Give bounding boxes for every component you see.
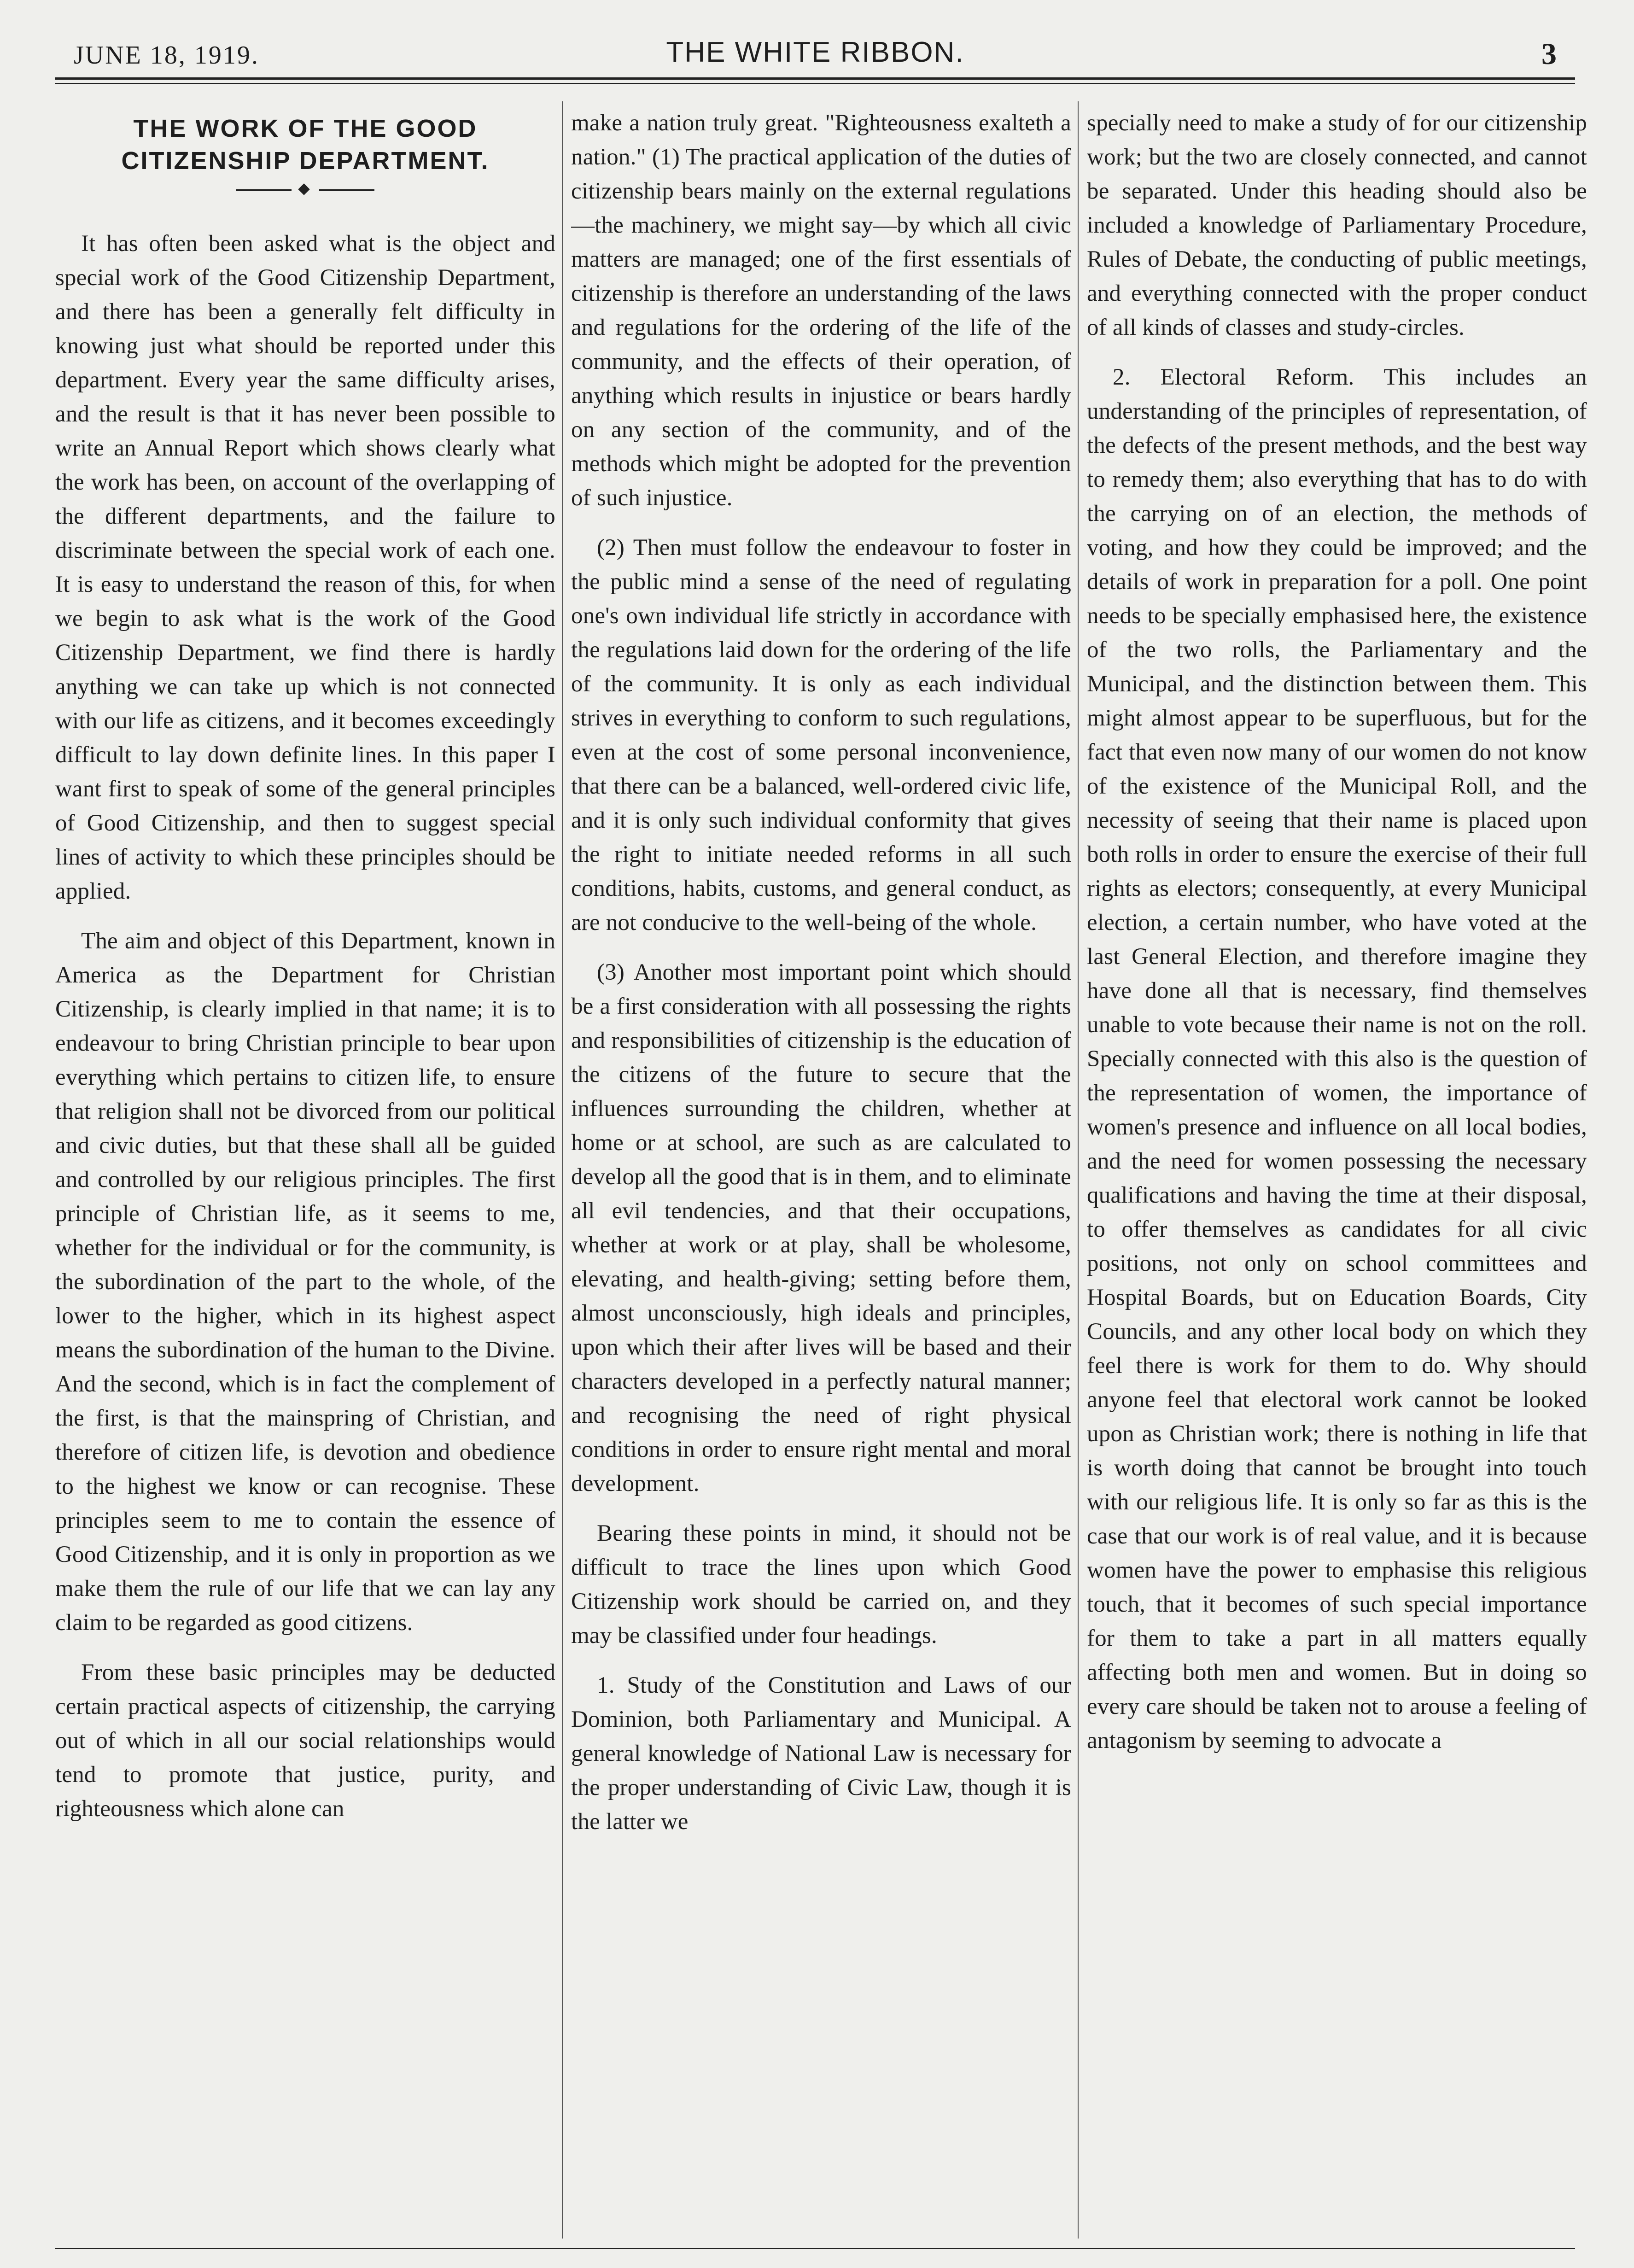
paragraph: 2. Electoral Reform. This includes an understanding of the principles of representation, of the defects of the present methods, and the best way to remedy them; also everything that has to do with the carrying on of an election, the methods of voting, and how they could be improved; and the details of work in preparation for a poll. One point needs to be specially emphasised here, the existence of the two rolls, the Parliamentary and the Municipal, and the distinction between them. This might almost appear to be superfluous, but for the fact that even now many of our women do not know of the existence of the Municipal Roll, and the necessity of seeing that their name is placed upon both rolls in order to ensure the exercise of their full rights as electors; consequently, at every Municipal election, a certain number, who have voted at the last General Election, and therefore imagine they have done all that is necessary, find themselves unable to vote because their name is not on the roll. Specially connected with this also is the question of the representation of women, the importance of women's presence and influence on all local bodies, and the need for women possessing the necessary qualifications and having the time at their disposal, to offer themselves as candidates for all civic positions, not only on school committees and Hospital Boards, but on Education Boards, City Councils, and any other local body on which they feel there is work for them to do. Why should anyone feel that electoral work cannot be looked upon as Christian work; there is nothing in life that is worth doing that cannot be brought into touch with our religious life. It is only so far as this is the case that our work is of real value, and it is because women have the power to emphasise this religious touch, that it becomes of such special importance for them to take a part in all matters equally affecting both men and women. But in doing so every care should be taken not to arouse a feeling of antagonism by seeming to advocate a [1087, 364, 1587, 1754]
column-divider [1078, 101, 1079, 2239]
column-divider [562, 101, 563, 2239]
issue-date: JUNE 18, 1919. [74, 41, 259, 70]
column-2 [571, 106, 1071, 2234]
paragraph: make a nation truly great. "Righteousness exalteth a nation." (1) The practical application of the duties of citizenship bears mainly on the external regulations—the machinery, we might say—by which all civic matters are managed; one of the first essentials of citizenship is therefore an understanding of the laws and regulations for the ordering of the life of the community, and the effects of their operation, of anything which results in injustice or bears hardly on any section of the community, and of the methods which might be adopted for the prevention of such injustice. [571, 110, 1071, 511]
article-title: THE WORK OF THE GOOD CITIZENSHIP DEPARTMENT. [121, 115, 490, 175]
paragraph: 1. Study of the Constitution and Laws of our Dominion, both Parliamentary and Municipal. A general knowledge of National Law is necessary for the proper understanding of Civic Law, though it is the latter we [571, 1672, 1071, 1835]
masthead-rule [55, 77, 1575, 80]
paragraph: Bearing these points in mind, it should not be difficult to trace the lines upon which Good Citizenship work should be carried on, and they may be classified under four headings. [571, 1520, 1071, 1648]
column-1 [55, 106, 555, 2234]
paragraph: It has often been asked what is the object and special work of the Good Citizenship Department, and there has been a generally felt difficulty in knowing just what should be reported under this department. Every year the same difficulty arises, and the result is that it has never been possible to write an Annual Report which shows clearly what the work has been, on account of the overlapping of the different departments, and the failure to discriminate between the special work of each one. It is easy to understand the reason of this, for when we begin to ask what is the work of the Good Citizenship Department, we find there is hardly anything we can take up which is not connected with our life as citizens, and it becomes exceedingly difficult to lay down definite lines. In this paper I want first to speak of some of the general principles of Good Citizenship, and then to suggest special lines of activity to which these principles should be applied. [55, 231, 555, 904]
paragraph: The aim and object of this Department, known in America as the Department for Christian Citizenship, is clearly implied in that name; it is to endeavour to bring Christian principle to bear upon everything which pertains to citizen life, to ensure that religion shall not be divorced from our political and civic duties, but that these shall all be guided and controlled by our religious principles. The first principle of Christian life, as it seems to me, whether for the individual or for the community, is the subordination of the part to the whole, of the lower to the higher, which in its highest aspect means the subordination of the human to the Divine. And the second, which is in fact the complement of the first, is that the mainspring of Christian, and therefore of citizen life, is devotion and obedience to the highest we know or can recognise. These principles seem to me to contain the essence of Good Citizenship, and it is only in proportion as we make them the rule of our life that we can lay any claim to be regarded as good citizens. [55, 928, 555, 1636]
paragraph: (2) Then must follow the endeavour to foster in the public mind a sense of the need of regulating one's own individual life strictly in accordance with the regulations laid down for the ordering of the life of the community. It is only as each individual strives in everything to conform to such regulations, even at the cost of some personal inconvenience, that there can be a balanced, well-ordered civic life, and it is only such individual conformity that gives the right to initiate needed reforms in all such conditions, habits, customs, and general conduct, as are not conducive to the well-being of the whole. [571, 535, 1071, 935]
masthead-rule-thin [55, 83, 1575, 84]
paragraph: From these basic principles may be deducted certain practical aspects of citizenship, the carrying out of which in all our social relationships would tend to promote that justice, purity, and righteousness which alone can [55, 1660, 555, 1822]
bottom-rule [55, 2248, 1575, 2249]
paragraph: specially need to make a study of for our citizenship work; but the two are closely connected, and cannot be separated. Under this heading should also be included a knowledge of Parliamentary Procedure, Rules of Debate, the conducting of public meetings, and everything connected with the proper conduct of all kinds of classes and study-circles. [1087, 110, 1587, 340]
publication-title: THE WHITE RIBBON. [666, 36, 964, 68]
column-3 [1087, 106, 1587, 2234]
page-number: 3 [1541, 37, 1557, 71]
paragraph: (3) Another most important point which should be a first consideration with all possessing the rights and responsibilities of citizenship is the education of the citizens of the future to secure that the influences surrounding the children, whether at home or at school, are such as are calculated to develop all the good that is in them, and to eliminate all evil tendencies, and that their occupations, whether at work or at play, shall be wholesome, elevating, and health-giving; setting before them, almost unconsciously, high ideals and principles, upon which their after lives will be based and their characters developed in a perfectly natural manner; and recognising the need of right physical conditions in order to ensure right mental and moral development. [571, 959, 1071, 1496]
title-ornament [236, 185, 374, 194]
masthead [64, 28, 1566, 78]
